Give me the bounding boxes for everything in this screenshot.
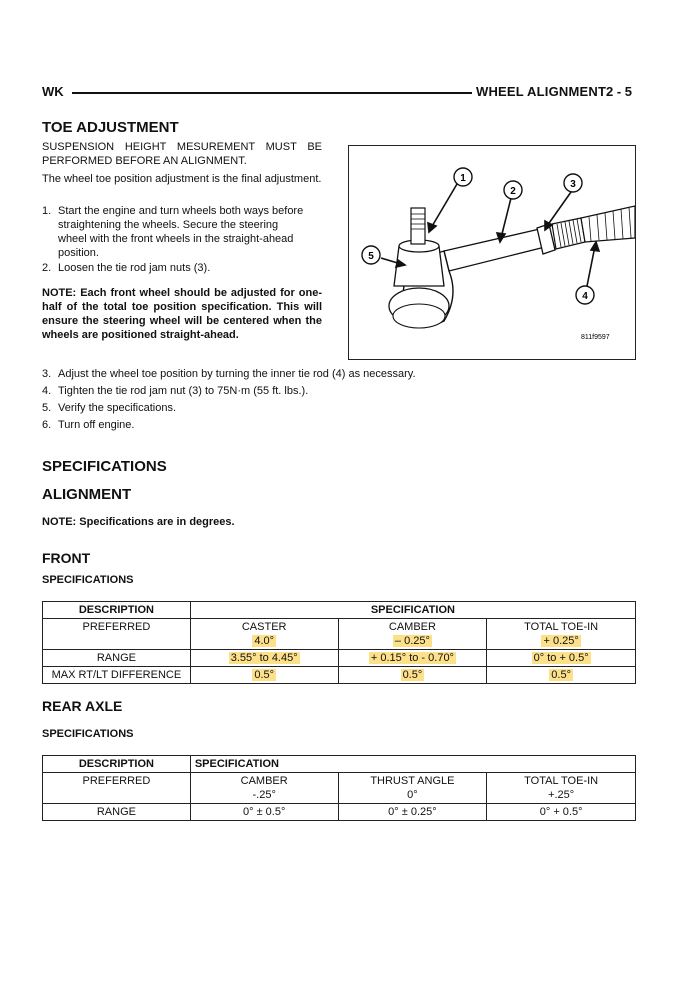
tie-rod-figure xyxy=(348,145,636,360)
rear-preferred-label: PREFERRED xyxy=(43,773,191,804)
front-heading: FRONT xyxy=(42,550,91,566)
toe-step-6 xyxy=(42,418,642,432)
rear-thrust-range: 0° ± 0.25° xyxy=(338,804,487,821)
rear-camber-range: 0° ± 0.5° xyxy=(190,804,338,821)
toe-step-2-text: Loosen the tie rod jam nuts (3). xyxy=(58,262,211,274)
toe-step-2 xyxy=(42,261,324,275)
front-range-label: RANGE xyxy=(43,650,191,667)
toe-step-5-text: Verify the specifications. xyxy=(58,402,177,414)
page-number: 2 - 5 xyxy=(606,84,633,99)
table-row xyxy=(43,650,636,667)
toe-step-3-text: Adjust the wheel toe position by turning the inner tie rod (4) as necessary. xyxy=(58,368,416,380)
toe-para-2: The wheel toe position adjustment is the final adjustment. xyxy=(42,173,322,185)
toe-step-1 xyxy=(42,204,324,260)
toe-step-4-number: 4. xyxy=(42,385,52,397)
toe-para-1: SUSPENSION HEIGHT MESUREMENT MUST BE PERFORMED BEFORE AN ALIGNMENT. xyxy=(42,141,322,167)
figure-code: 811f9597 xyxy=(581,334,610,341)
front-caster-max-diff: 0.5° xyxy=(254,669,275,681)
alignment-heading: ALIGNMENT xyxy=(42,486,132,503)
table-row xyxy=(43,773,636,804)
rear-axle-heading: REAR AXLE xyxy=(42,698,123,714)
front-toe-preferred: + 0.25° xyxy=(543,635,579,647)
front-camber-preferred: – 0.25° xyxy=(394,635,430,647)
front-header-description: DESCRIPTION xyxy=(43,602,191,619)
front-toe-cell xyxy=(487,619,636,650)
rear-toe-range: 0° + 0.5° xyxy=(487,804,636,821)
front-camber-range: + 0.15° to - 0.70° xyxy=(370,652,454,664)
toe-step-5 xyxy=(42,401,642,415)
toe-step-6-number: 6. xyxy=(42,419,52,431)
tie-rod-illustration xyxy=(349,146,635,359)
toe-step-1-line-2: straightening the wheels. Secure the steering xyxy=(58,219,279,231)
toe-step-3 xyxy=(42,367,642,381)
header-rule xyxy=(72,92,472,94)
rear-thrust-label: THRUST ANGLE xyxy=(370,775,455,787)
rear-spec-table xyxy=(42,755,636,821)
rear-header-description: DESCRIPTION xyxy=(43,756,191,773)
table-row xyxy=(43,602,636,619)
rear-toe-label: TOTAL TOE-IN xyxy=(524,775,599,787)
toe-step-1-number: 1. xyxy=(42,205,52,217)
front-toe-max-diff: 0.5° xyxy=(551,669,571,681)
table-row xyxy=(43,619,636,650)
front-specifications-label: SPECIFICATIONS xyxy=(42,574,134,586)
front-toe-label: TOTAL TOE-IN xyxy=(524,621,599,633)
front-toe-range: 0° to + 0.5° xyxy=(533,652,589,664)
front-preferred-label: PREFERRED xyxy=(43,619,191,650)
front-caster-range: 3.55° to 4.45° xyxy=(230,652,298,664)
callout-1-label: 1 xyxy=(460,173,466,184)
toe-note: NOTE: Each front wheel should be adjusted for one-half of the total toe position specification. This will ensure the steering wheel will be centered when the wheels are positioned straight-ahead. xyxy=(42,287,322,341)
toe-step-1-line-3: wheel with the front wheels in the straight-ahead xyxy=(58,233,294,245)
toe-step-4 xyxy=(42,384,642,398)
rear-specifications-label: SPECIFICATIONS xyxy=(42,728,134,740)
callout-3-label: 3 xyxy=(570,179,576,190)
rear-thrust-cell xyxy=(338,773,487,804)
rear-range-label: RANGE xyxy=(43,804,191,821)
header-title: WHEEL ALIGNMENT xyxy=(476,84,607,99)
rear-camber-cell xyxy=(190,773,338,804)
front-caster-cell xyxy=(190,619,338,650)
front-camber-max-diff: 0.5° xyxy=(402,669,423,681)
front-caster-preferred: 4.0° xyxy=(254,635,275,647)
rear-header-specification: SPECIFICATION xyxy=(190,756,635,773)
callout-5-label: 5 xyxy=(368,251,374,262)
specifications-heading: SPECIFICATIONS xyxy=(42,458,167,475)
front-camber-label: CAMBER xyxy=(388,621,436,633)
rear-toe-preferred: +.25° xyxy=(548,789,575,801)
specs-note: NOTE: Specifications are in degrees. xyxy=(42,516,235,528)
front-header-specification: SPECIFICATION xyxy=(190,602,635,619)
header-section-code: WK xyxy=(42,84,64,99)
toe-step-6-text: Turn off engine. xyxy=(58,419,135,431)
toe-adjustment-heading: TOE ADJUSTMENT xyxy=(42,119,179,136)
table-row xyxy=(43,756,636,773)
toe-step-2-number: 2. xyxy=(42,262,52,274)
front-caster-label: CASTER xyxy=(241,621,287,633)
callout-4-label: 4 xyxy=(582,291,588,302)
front-camber-cell xyxy=(338,619,487,650)
front-spec-table xyxy=(42,601,636,684)
table-row xyxy=(43,804,636,821)
front-max-diff-label: MAX RT/LT DIFFERENCE xyxy=(43,667,191,684)
toe-step-5-number: 5. xyxy=(42,402,52,414)
rear-camber-preferred: -.25° xyxy=(252,789,276,801)
rear-thrust-preferred: 0° xyxy=(407,789,418,801)
toe-step-1-line-4: position. xyxy=(58,247,99,259)
callout-2-label: 2 xyxy=(510,186,516,197)
toe-step-4-text: Tighten the tie rod jam nut (3) to 75N·m (55 ft. lbs.). xyxy=(58,385,309,397)
toe-step-3-number: 3. xyxy=(42,368,52,380)
rear-toe-cell xyxy=(487,773,636,804)
rear-camber-label: CAMBER xyxy=(240,775,288,787)
table-row xyxy=(43,667,636,684)
toe-step-1-line-1: Start the engine and turn wheels both ways before xyxy=(58,205,304,217)
